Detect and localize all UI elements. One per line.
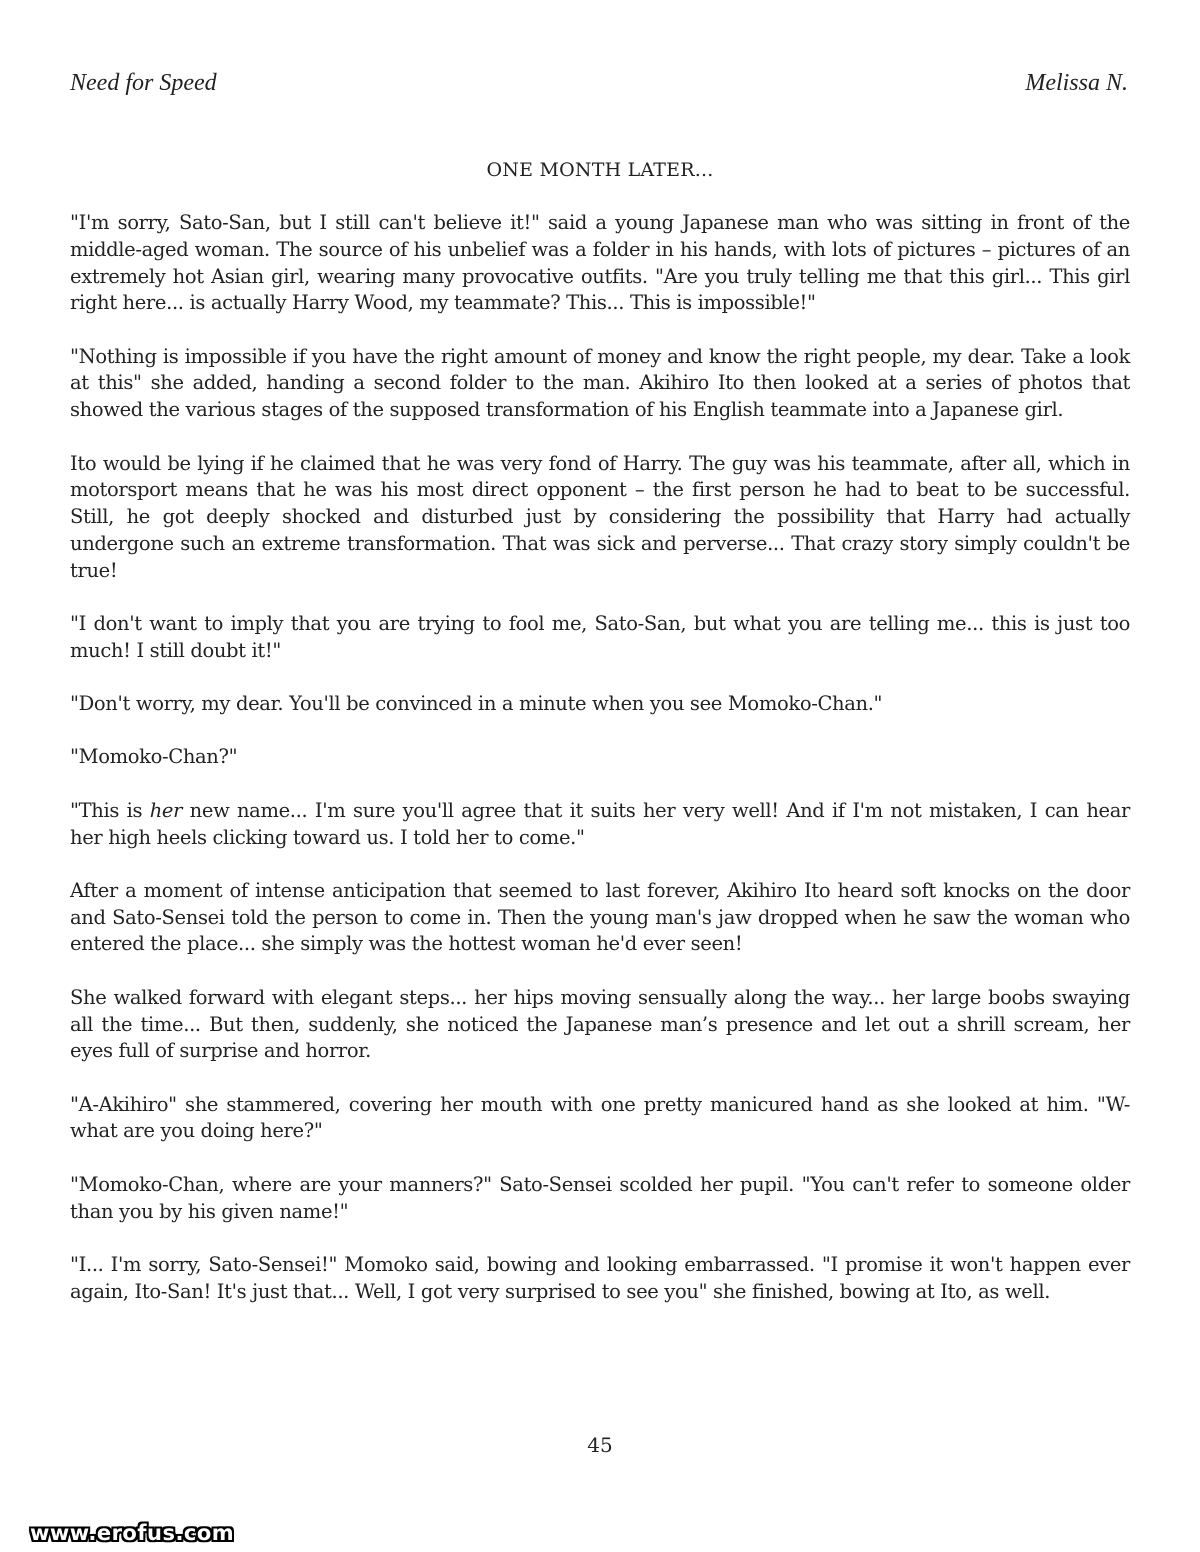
paragraph: "I'm sorry, Sato-San, but I still can't believe it!" said a young Japanese man who was sitting in front of the middle-aged woman. The source of his unbelief was a folder in his hands, with lots of pictures – pictures of an extremely hot Asian girl, wearing many provocative outfits. "Are you truly telling me that this girl... This girl right here... is actually Harry Wood, my teammate? This... This is impossible!" <box>70 211 1130 315</box>
paragraph: "Momoko-Chan?" <box>70 745 238 769</box>
paragraph: "Nothing is impossible if you have the right amount of money and know the right people, my dear. Take a look at this" she added, handing a second folder to the man. Akihiro Ito then looked at a series of photos that showed the various stages of the supposed transformation of his English teammate into a Japanese girl. <box>70 344 1130 422</box>
body-text <box>70 210 1130 1332</box>
paragraph: "A-Akihiro" she stammered, covering her mouth with one pretty manicured hand as she looked at him. "W-what are you doing here?" <box>70 1092 1130 1143</box>
paragraph-with-emphasis <box>70 798 1130 852</box>
section-heading: ONE MONTH LATER... <box>486 159 714 181</box>
paragraph: She walked forward with elegant steps... her hips moving sensually along the way... her large boobs swaying all the time... But then, suddenly, she noticed the Japanese man’s presence and let out a shrill scream, her eyes full of surprise and horror. <box>70 985 1130 1063</box>
running-header-title: Need for Speed <box>70 70 217 96</box>
paragraph: Ito would be lying if he claimed that he was very fond of Harry. The guy was his teammate, after all, which in motorsport means that he was his most direct opponent – the first person he had to beat to be successful. Still, he got deeply shocked and disturbed just by considering the possibility that Harry had actually undergone such an extreme transformation. That was sick and perverse... That crazy story simply couldn't be true! <box>70 451 1130 582</box>
emphasized-word: her <box>149 798 183 822</box>
paragraph: "I... I'm sorry, Sato-Sensei!" Momoko said, bowing and looking embarrassed. "I promise it won't happen ever again, Ito-San! It's just that... Well, I got very surprised to see you" she finished, bowing at Ito, as well. <box>70 1252 1130 1303</box>
paragraph-part: new name... I'm sure you'll agree that it suits her very well! And if I'm not mistaken, I can hear her high heels clicking toward us. I told her to come." <box>70 798 1130 849</box>
paragraph: "Don't worry, my dear. You'll be convinced in a minute when you see Momoko-Chan." <box>70 692 883 716</box>
paragraph: "Momoko-Chan, where are your manners?" Sato-Sensei scolded her pupil. "You can't refer to someone older than you by his given name!" <box>70 1172 1130 1223</box>
paragraph: "I don't want to imply that you are trying to fool me, Sato-San, but what you are telling me... this is just too much! I still doubt it!" <box>70 612 1130 662</box>
watermark: www.erofus.com <box>30 1521 235 1545</box>
page-number: 45 <box>587 1433 613 1457</box>
paragraph: After a moment of intense anticipation that seemed to last forever, Akihiro Ito heard soft knocks on the door and Sato-Sensei told the person to come in. Then the young man's jaw dropped when he saw the woman who entered the place... she simply was the hottest woman he'd ever seen! <box>70 878 1130 956</box>
paragraph-part: "This is <box>70 798 150 822</box>
running-header-author: Melissa N. <box>1025 70 1128 96</box>
